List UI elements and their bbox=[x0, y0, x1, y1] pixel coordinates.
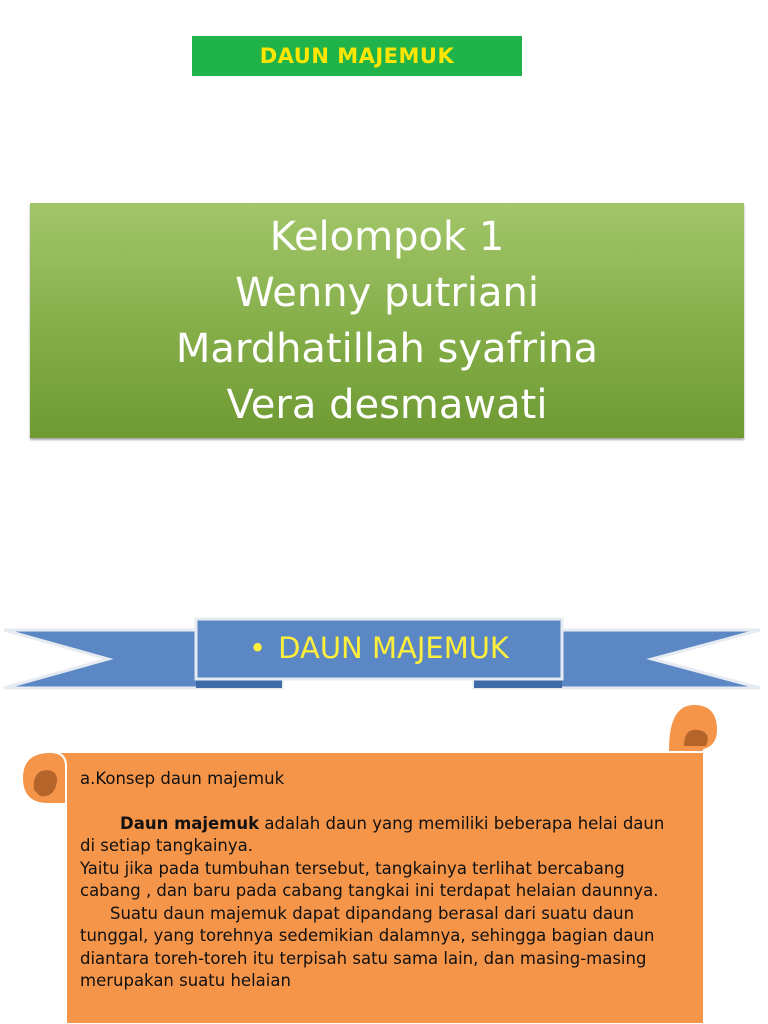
origin-text: Suatu daun majemuk dapat dipandang berasal dari suatu daun tunggal, yang torehnya sedemikian dalamnya, sehingga bagian daun diantara toreh-toreh itu terpisah satu sama lain, dan masing-masing merupakan suatu helaian bbox=[80, 903, 655, 990]
scroll-content bbox=[80, 768, 680, 993]
group-line: Vera desmawati bbox=[226, 381, 548, 428]
group-line: Kelompok 1 bbox=[269, 213, 505, 260]
bullet-icon: • bbox=[249, 631, 267, 665]
group-line: Wenny putriani bbox=[235, 269, 539, 316]
paragraph-origin bbox=[80, 903, 680, 993]
paragraph-explanation: Yaitu jika pada tumbuhan tersebut, tangkainya terlihat bercabang cabang , dan baru pada cabang tangkai ini terdapat helaian daunnya. bbox=[80, 858, 659, 900]
title-banner bbox=[192, 36, 522, 76]
group-members-box bbox=[30, 203, 744, 438]
ribbon-text: DAUN MAJEMUK bbox=[278, 631, 509, 665]
definition-text: adalah daun yang memiliki beberapa helai daun di setiap tangkainya. bbox=[80, 813, 665, 855]
ribbon-label bbox=[196, 620, 562, 676]
group-line: Mardhatillah syafrina bbox=[175, 325, 599, 372]
paragraph-definition bbox=[80, 813, 680, 858]
section-heading: a.Konsep daun majemuk bbox=[80, 769, 285, 788]
term-bold: Daun majemuk bbox=[120, 813, 260, 833]
page-title: DAUN MAJEMUK bbox=[259, 44, 455, 68]
